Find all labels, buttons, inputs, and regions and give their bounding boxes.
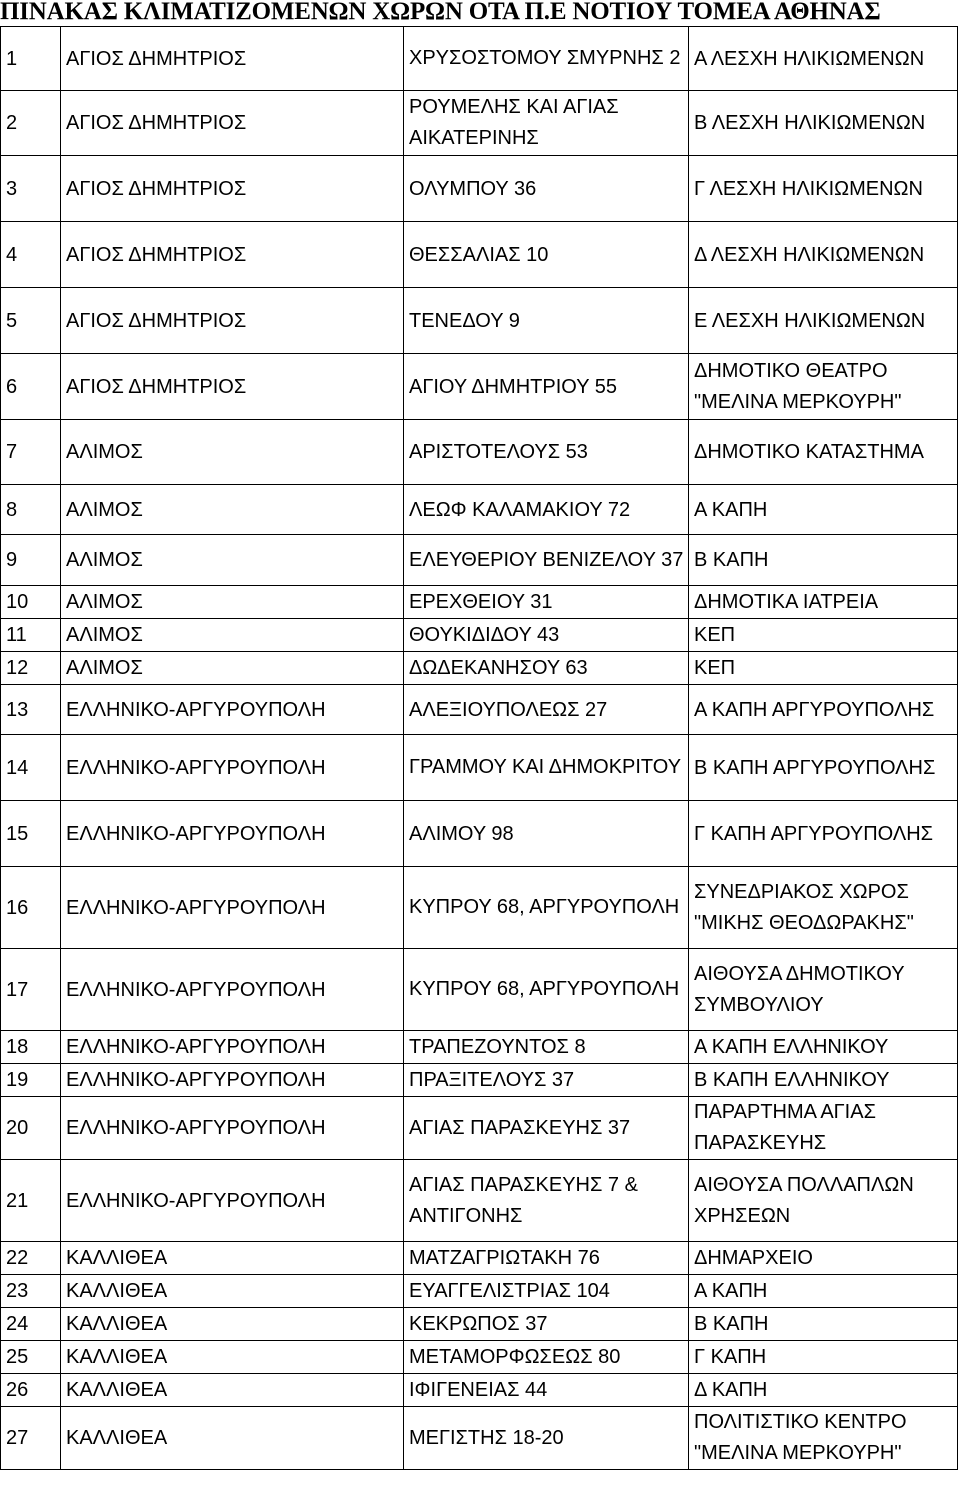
- venue-cell: Δ ΚΑΠΗ: [689, 1374, 958, 1407]
- municipality-cell: ΑΛΙΜΟΣ: [61, 586, 404, 619]
- venue-cell: Α ΚΑΠΗ ΕΛΛΗΝΙΚΟΥ: [689, 1031, 958, 1064]
- venue-cell: Α ΚΑΠΗ ΑΡΓΥΡΟΥΠΟΛΗΣ: [689, 685, 958, 735]
- row-number: 4: [1, 222, 61, 288]
- venue-cell: Γ ΚΑΠΗ: [689, 1341, 958, 1374]
- municipality-cell: ΑΛΙΜΟΣ: [61, 619, 404, 652]
- table-row: [1, 652, 958, 685]
- address-cell: ΔΩΔΕΚΑΝΗΣΟΥ 63: [404, 652, 689, 685]
- table-row: [1, 1341, 958, 1374]
- table-row: [1, 1308, 958, 1341]
- venue-cell: ΚΕΠ: [689, 652, 958, 685]
- table-row: [1, 222, 958, 288]
- municipality-cell: ΚΑΛΛΙΘΕΑ: [61, 1275, 404, 1308]
- address-cell: ΓΡΑΜΜΟΥ ΚΑΙ ΔΗΜΟΚΡΙΤΟΥ: [404, 735, 689, 801]
- address-cell: ΕΛΕΥΘΕΡΙΟΥ ΒΕΝΙΖΕΛΟΥ 37: [404, 535, 689, 586]
- address-cell: ΚΥΠΡΟΥ 68, ΑΡΓΥΡΟΥΠΟΛΗ: [404, 867, 689, 949]
- row-number: 27: [1, 1407, 61, 1470]
- address-cell: ΘΟΥΚΙΔΙΔΟΥ 43: [404, 619, 689, 652]
- row-number: 23: [1, 1275, 61, 1308]
- table-row: [1, 91, 958, 156]
- municipality-cell: ΑΓΙΟΣ ΔΗΜΗΤΡΙΟΣ: [61, 288, 404, 354]
- address-cell: ΚΥΠΡΟΥ 68, ΑΡΓΥΡΟΥΠΟΛΗ: [404, 949, 689, 1031]
- row-number: 9: [1, 535, 61, 586]
- table-row: [1, 586, 958, 619]
- table-row: [1, 535, 958, 586]
- municipality-cell: ΑΓΙΟΣ ΔΗΜΗΤΡΙΟΣ: [61, 156, 404, 222]
- municipality-cell: ΑΓΙΟΣ ΔΗΜΗΤΡΙΟΣ: [61, 354, 404, 420]
- municipality-cell: ΑΛΙΜΟΣ: [61, 652, 404, 685]
- row-number: 10: [1, 586, 61, 619]
- row-number: 19: [1, 1064, 61, 1097]
- municipality-cell: ΕΛΛΗΝΙΚΟ-ΑΡΓΥΡΟΥΠΟΛΗ: [61, 685, 404, 735]
- row-number: 12: [1, 652, 61, 685]
- address-cell: ΘΕΣΣΑΛΙΑΣ 10: [404, 222, 689, 288]
- address-cell: ΑΡΙΣΤΟΤΕΛΟΥΣ 53: [404, 420, 689, 485]
- table-row: [1, 288, 958, 354]
- address-cell: ΑΓΙΑΣ ΠΑΡΑΣΚΕΥΗΣ 37: [404, 1097, 689, 1160]
- page-title: ΠΙΝΑΚΑΣ ΚΛΙΜΑΤΙΖΟΜΕΝΩΝ ΧΩΡΩΝ ΟΤΑ Π.Ε ΝΟΤΙΟΥ ΤΟΜΕΑ ΑΘΗΝΑΣ: [0, 0, 881, 24]
- table-row: [1, 619, 958, 652]
- row-number: 6: [1, 354, 61, 420]
- municipality-cell: ΕΛΛΗΝΙΚΟ-ΑΡΓΥΡΟΥΠΟΛΗ: [61, 949, 404, 1031]
- municipality-cell: ΑΓΙΟΣ ΔΗΜΗΤΡΙΟΣ: [61, 222, 404, 288]
- table-row: [1, 156, 958, 222]
- row-number: 3: [1, 156, 61, 222]
- address-cell: ΛΕΩΦ ΚΑΛΑΜΑΚΙΟΥ 72: [404, 485, 689, 535]
- venue-cell: Β ΚΑΠΗ ΕΛΛΗΝΙΚΟΥ: [689, 1064, 958, 1097]
- municipality-cell: ΕΛΛΗΝΙΚΟ-ΑΡΓΥΡΟΥΠΟΛΗ: [61, 1064, 404, 1097]
- municipality-cell: ΕΛΛΗΝΙΚΟ-ΑΡΓΥΡΟΥΠΟΛΗ: [61, 735, 404, 801]
- table-row: [1, 801, 958, 867]
- municipality-cell: ΚΑΛΛΙΘΕΑ: [61, 1407, 404, 1470]
- venue-cell: Β ΚΑΠΗ ΑΡΓΥΡΟΥΠΟΛΗΣ: [689, 735, 958, 801]
- municipality-cell: ΑΛΙΜΟΣ: [61, 485, 404, 535]
- municipality-cell: ΚΑΛΛΙΘΕΑ: [61, 1308, 404, 1341]
- municipality-cell: ΑΛΙΜΟΣ: [61, 535, 404, 586]
- address-cell: ΧΡΥΣΟΣΤΟΜΟΥ ΣΜΥΡΝΗΣ 2: [404, 27, 689, 91]
- venue-cell: Ε ΛΕΣΧΗ ΗΛΙΚΙΩΜΕΝΩΝ: [689, 288, 958, 354]
- address-cell: ΡΟΥΜΕΛΗΣ ΚΑΙ ΑΓΙΑΣ ΑΙΚΑΤΕΡΙΝΗΣ: [404, 91, 689, 156]
- municipality-cell: ΕΛΛΗΝΙΚΟ-ΑΡΓΥΡΟΥΠΟΛΗ: [61, 1097, 404, 1160]
- address-cell: ΜΕΤΑΜΟΡΦΩΣΕΩΣ 80: [404, 1341, 689, 1374]
- municipality-cell: ΕΛΛΗΝΙΚΟ-ΑΡΓΥΡΟΥΠΟΛΗ: [61, 801, 404, 867]
- venue-cell: ΑΙΘΟΥΣΑ ΠΟΛΛΑΠΛΩΝ ΧΡΗΣΕΩΝ: [689, 1160, 958, 1242]
- venue-cell: Α ΚΑΠΗ: [689, 485, 958, 535]
- address-cell: ΑΛΙΜΟΥ 98: [404, 801, 689, 867]
- row-number: 5: [1, 288, 61, 354]
- row-number: 8: [1, 485, 61, 535]
- venue-cell: ΔΗΜΑΡΧΕΙΟ: [689, 1242, 958, 1275]
- address-cell: ΑΓΙΟΥ ΔΗΜΗΤΡΙΟΥ 55: [404, 354, 689, 420]
- table-row: [1, 1407, 958, 1470]
- venue-cell: ΑΙΘΟΥΣΑ ΔΗΜΟΤΙΚΟΥ ΣΥΜΒΟΥΛΙΟΥ: [689, 949, 958, 1031]
- municipality-cell: ΑΓΙΟΣ ΔΗΜΗΤΡΙΟΣ: [61, 91, 404, 156]
- table-row: [1, 1064, 958, 1097]
- table-row: [1, 1031, 958, 1064]
- address-cell: ΕΥΑΓΓΕΛΙΣΤΡΙΑΣ 104: [404, 1275, 689, 1308]
- municipality-cell: ΑΓΙΟΣ ΔΗΜΗΤΡΙΟΣ: [61, 27, 404, 91]
- address-cell: ΜΑΤΖΑΓΡΙΩΤΑΚΗ 76: [404, 1242, 689, 1275]
- venue-cell: ΠΑΡΑΡΤΗΜΑ ΑΓΙΑΣ ΠΑΡΑΣΚΕΥΗΣ: [689, 1097, 958, 1160]
- table-row: [1, 354, 958, 420]
- venue-cell: Α ΛΕΣΧΗ ΗΛΙΚΙΩΜΕΝΩΝ: [689, 27, 958, 91]
- venue-cell: ΔΗΜΟΤΙΚΑ ΙΑΤΡΕΙΑ: [689, 586, 958, 619]
- row-number: 25: [1, 1341, 61, 1374]
- row-number: 13: [1, 685, 61, 735]
- venue-cell: ΚΕΠ: [689, 619, 958, 652]
- municipality-cell: ΕΛΛΗΝΙΚΟ-ΑΡΓΥΡΟΥΠΟΛΗ: [61, 1031, 404, 1064]
- venue-cell: Α ΚΑΠΗ: [689, 1275, 958, 1308]
- venue-cell: ΔΗΜΟΤΙΚΟ ΚΑΤΑΣΤΗΜΑ: [689, 420, 958, 485]
- venue-cell: Γ ΚΑΠΗ ΑΡΓΥΡΟΥΠΟΛΗΣ: [689, 801, 958, 867]
- address-cell: ΑΓΙΑΣ ΠΑΡΑΣΚΕΥΗΣ 7 & ΑΝΤΙΓΟΝΗΣ: [404, 1160, 689, 1242]
- row-number: 14: [1, 735, 61, 801]
- venue-cell: Β ΚΑΠΗ: [689, 1308, 958, 1341]
- table-row: [1, 1160, 958, 1242]
- table-row: [1, 735, 958, 801]
- address-cell: ΤΡΑΠΕΖΟΥΝΤΟΣ 8: [404, 1031, 689, 1064]
- venue-cell: Δ ΛΕΣΧΗ ΗΛΙΚΙΩΜΕΝΩΝ: [689, 222, 958, 288]
- address-cell: ΟΛΥΜΠΟΥ 36: [404, 156, 689, 222]
- table-row: [1, 1242, 958, 1275]
- table-row: [1, 485, 958, 535]
- row-number: 20: [1, 1097, 61, 1160]
- table-row: [1, 685, 958, 735]
- address-cell: ΑΛΕΞΙΟΥΠΟΛΕΩΣ 27: [404, 685, 689, 735]
- row-number: 21: [1, 1160, 61, 1242]
- row-number: 11: [1, 619, 61, 652]
- municipality-cell: ΚΑΛΛΙΘΕΑ: [61, 1341, 404, 1374]
- row-number: 17: [1, 949, 61, 1031]
- municipality-cell: ΕΛΛΗΝΙΚΟ-ΑΡΓΥΡΟΥΠΟΛΗ: [61, 867, 404, 949]
- table-row: [1, 867, 958, 949]
- venue-cell: ΣΥΝΕΔΡΙΑΚΟΣ ΧΩΡΟΣ "ΜΙΚΗΣ ΘΕΟΔΩΡΑΚΗΣ": [689, 867, 958, 949]
- municipality-cell: ΚΑΛΛΙΘΕΑ: [61, 1374, 404, 1407]
- municipality-cell: ΕΛΛΗΝΙΚΟ-ΑΡΓΥΡΟΥΠΟΛΗ: [61, 1160, 404, 1242]
- row-number: 16: [1, 867, 61, 949]
- table-row: [1, 420, 958, 485]
- venue-cell: ΠΟΛΙΤΙΣΤΙΚΟ ΚΕΝΤΡΟ "ΜΕΛΙΝΑ ΜΕΡΚΟΥΡΗ": [689, 1407, 958, 1470]
- address-cell: ΚΕΚΡΩΠΟΣ 37: [404, 1308, 689, 1341]
- table-row: [1, 949, 958, 1031]
- address-cell: ΕΡΕΧΘΕΙΟΥ 31: [404, 586, 689, 619]
- venue-cell: ΔΗΜΟΤΙΚΟ ΘΕΑΤΡΟ "ΜΕΛΙΝΑ ΜΕΡΚΟΥΡΗ": [689, 354, 958, 420]
- venue-cell: Β ΚΑΠΗ: [689, 535, 958, 586]
- address-cell: ΠΡΑΞΙΤΕΛΟΥΣ 37: [404, 1064, 689, 1097]
- row-number: 18: [1, 1031, 61, 1064]
- venues-table-body: [1, 27, 958, 1470]
- municipality-cell: ΑΛΙΜΟΣ: [61, 420, 404, 485]
- row-number: 26: [1, 1374, 61, 1407]
- venue-cell: Γ ΛΕΣΧΗ ΗΛΙΚΙΩΜΕΝΩΝ: [689, 156, 958, 222]
- row-number: 1: [1, 27, 61, 91]
- table-row: [1, 27, 958, 91]
- row-number: 22: [1, 1242, 61, 1275]
- table-row: [1, 1275, 958, 1308]
- row-number: 2: [1, 91, 61, 156]
- row-number: 7: [1, 420, 61, 485]
- table-row: [1, 1097, 958, 1160]
- venue-cell: Β ΛΕΣΧΗ ΗΛΙΚΙΩΜΕΝΩΝ: [689, 91, 958, 156]
- table-row: [1, 1374, 958, 1407]
- row-number: 24: [1, 1308, 61, 1341]
- address-cell: ΜΕΓΙΣΤΗΣ 18-20: [404, 1407, 689, 1470]
- venues-table: [0, 26, 958, 1470]
- address-cell: ΤΕΝΕΔΟΥ 9: [404, 288, 689, 354]
- municipality-cell: ΚΑΛΛΙΘΕΑ: [61, 1242, 404, 1275]
- row-number: 15: [1, 801, 61, 867]
- address-cell: ΙΦΙΓΕΝΕΙΑΣ 44: [404, 1374, 689, 1407]
